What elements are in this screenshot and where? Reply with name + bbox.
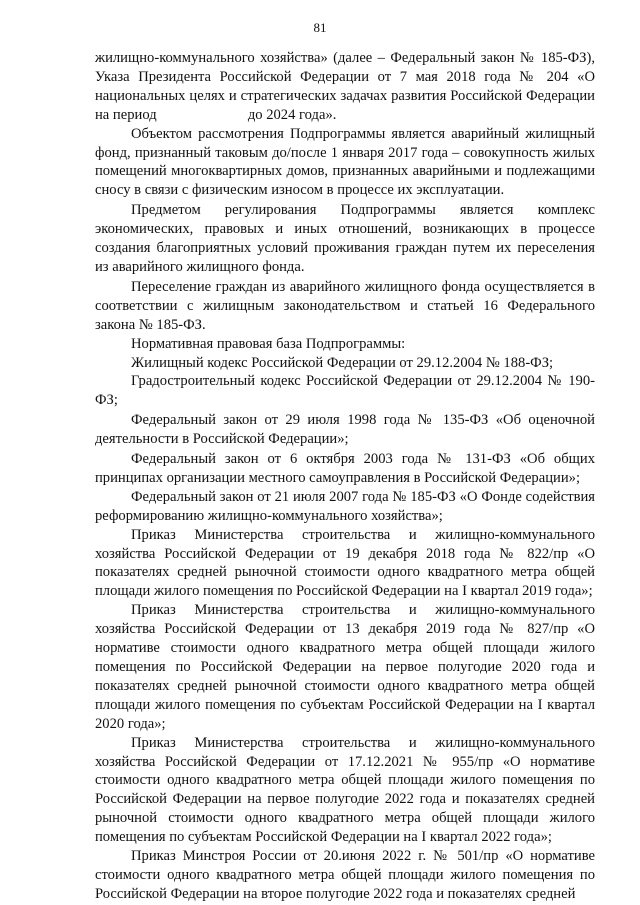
paragraph: Переселение граждан из аварийного жилищного фонда осуществляется в соответствии с жилищным законодательством и статьей 16 Федерального закона № 185-ФЗ. — [95, 278, 595, 333]
paragraph: Приказ Министерства строительства и жилищно-коммунального хозяйства Российской Федерации от 17.12.2021 № 955/пр «О нормативе стоимости одного квадратного метра общей площади жилого помещения по Российской Федерации на первое полугодие 2022 года и показателях средней рыночной стоимости одного квадратного метра общей площади жилого помещения по субъектам Российской Федерации на I квартал 2022 года»; — [95, 734, 595, 846]
paragraph: Федеральный закон от 29 июля 1998 года № 135-ФЗ «Об оценочной деятельности в Российской Федерации»; — [95, 412, 595, 448]
paragraph: Нормативная правовая база Подпрограммы: — [131, 335, 406, 352]
paragraph: Приказ Министерства строительства и жилищно-коммунального хозяйства Российской Федерации от 19 декабря 2018 года № 822/пр «О показателях средней рыночной стоимости одного квадратного метра общей площади жилого помещения по Российской Федерации на I квартал 2019 года»; — [95, 526, 595, 600]
paragraph: Федеральный закон от 21 июля 2007 года № 185-ФЗ «О Фонде содействия реформированию жилищно-коммунального хозяйства»; — [95, 488, 595, 524]
paragraph: Приказ Министерства строительства и жилищно-коммунального хозяйства Российской Федерации от 13 декабря 2019 года № 827/пр «О нормативе стоимости одного квадратного метра общей площади жилого помещения по Российской Федерации на первое полугодие 2020 года и показателях средней рыночной стоимости одного квадратного метра общей площади жилого помещения по субъектам Российской Федерации на I квартал 2020 года»; — [95, 602, 595, 732]
page-number: 81 — [313, 20, 327, 35]
paragraph: Федеральный закон от 6 октября 2003 года № 131-ФЗ «Об общих принципах организации местного самоуправления в Российской Федерации»; — [95, 451, 595, 486]
paragraph: Градостроительный кодекс Российской Федерации от 29.12.2004 № 190-ФЗ; — [95, 373, 595, 409]
paragraph: Жилищный кодекс Российской Федерации от 29.12.2004 № 188-ФЗ; — [131, 354, 554, 371]
paragraph: Предметом регулирования Подпрограммы является комплекс экономических, правовых и иных отношений, возникающих в процессе создания благоприятных условий проживания граждан путем их переселения из аварийного жилищного фонда. — [95, 202, 595, 275]
paragraph: Объектом рассмотрения Подпрограммы является аварийный жилищный фонд, признанный таковым до/после 1 января 2017 года – совокупность жилых помещений многоквартирных домов, признанных аварийными и подлежащими сносу в связи с физическим износом в процессе их эксплуатации. — [95, 125, 595, 199]
paragraph: Приказ Минстроя России от 20.июня 2022 г. № 501/пр «О нормативе стоимости одного квадратного метра общей площади жилого помещения по Российской Федерации на второе полугодие 2022 года и показателях средней — [95, 848, 595, 902]
document-body — [95, 49, 595, 904]
paragraph: жилищно-коммунального хозяйства» (далее – Федеральный закон № 185-ФЗ), Указа Президента Российской Федерации от 7 мая 2018 года № 204 «О национальных целях и стратегических задачах развития Российской Федерации на период до 2024 года». — [95, 50, 595, 123]
